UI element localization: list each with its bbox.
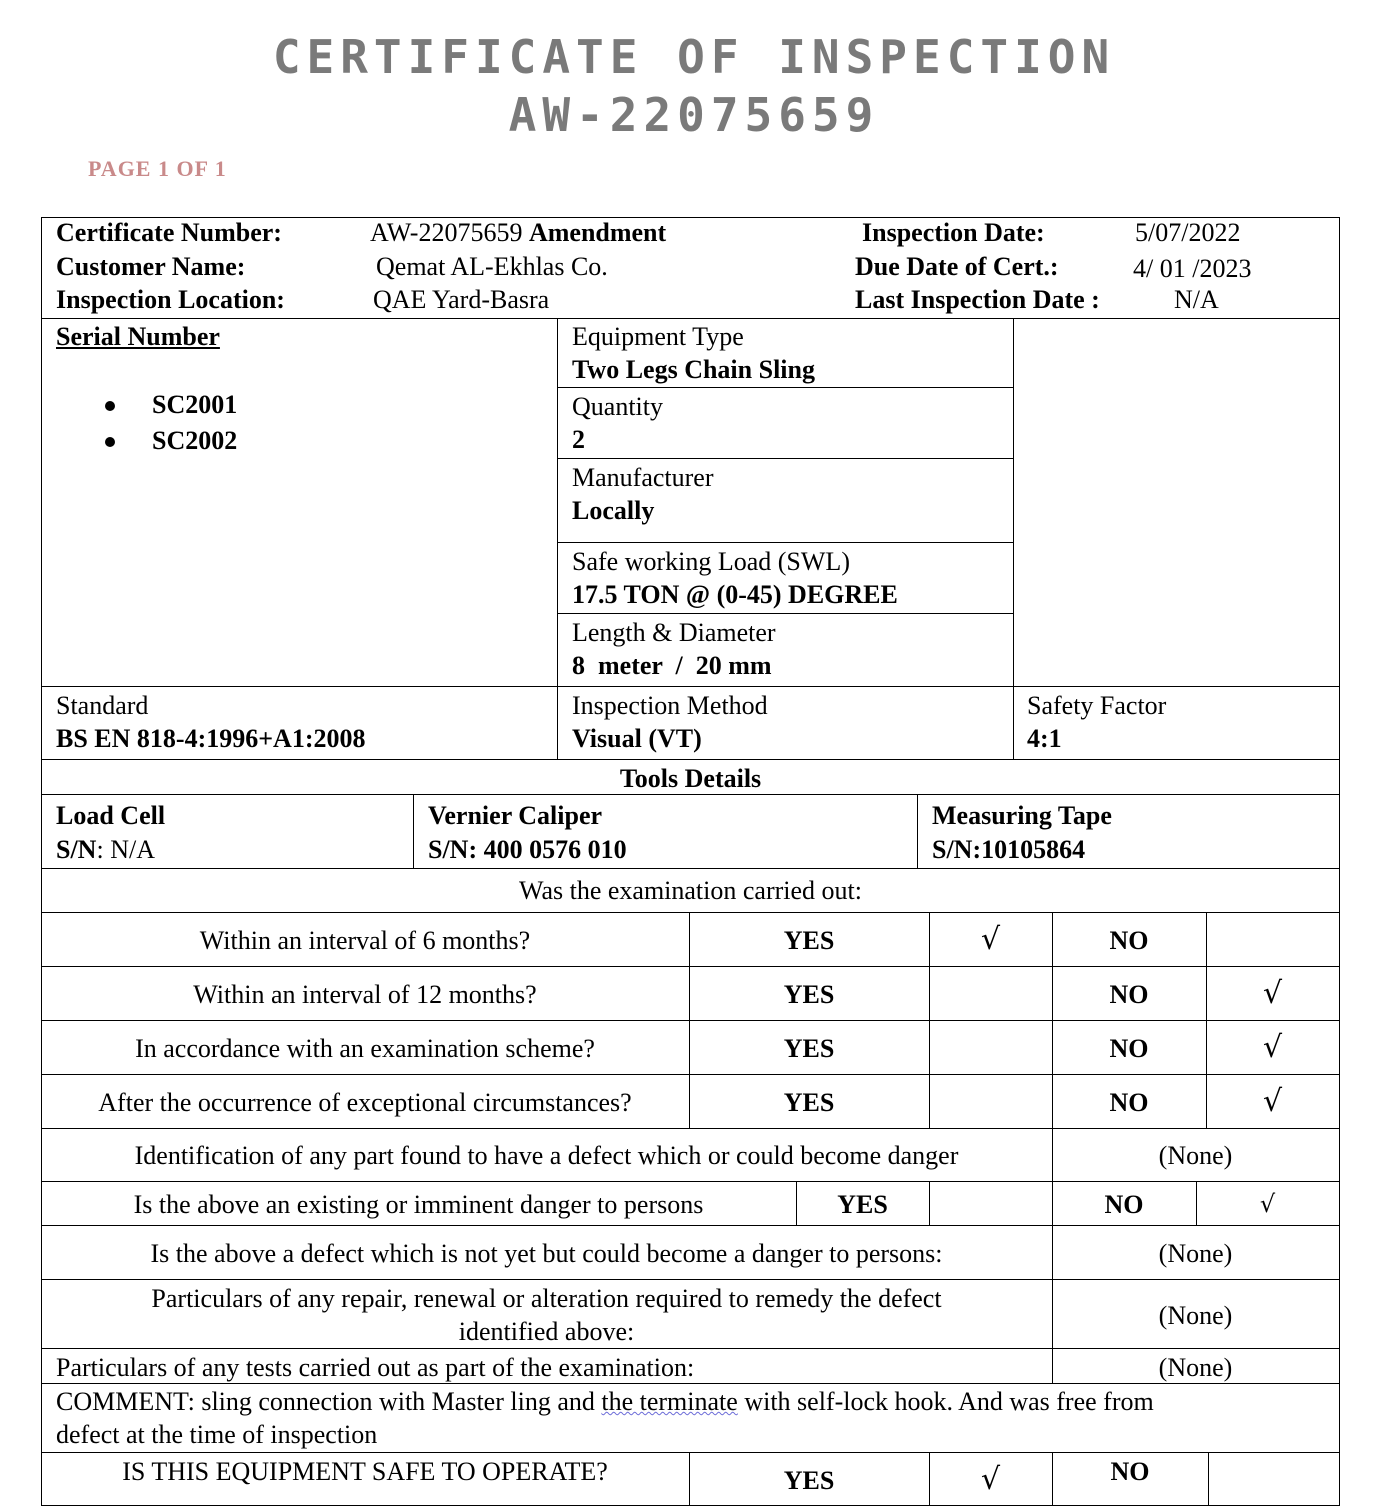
inspection-date-value: 5/07/2022 bbox=[1135, 218, 1241, 247]
caliper-sn: S/N: 400 0576 010 bbox=[428, 835, 627, 864]
standard-label: Standard bbox=[56, 691, 149, 720]
danger-question: Is the above an existing or imminent danger to persons bbox=[133, 1190, 704, 1219]
manufacturer-value: Locally bbox=[572, 496, 655, 525]
check-icon: √ bbox=[1262, 976, 1283, 1011]
safety-factor-label: Safety Factor bbox=[1027, 691, 1167, 720]
tape-label: Measuring Tape bbox=[932, 801, 1112, 830]
no-label: NO bbox=[1110, 1457, 1150, 1486]
load-cell-sn-value: : N/A bbox=[96, 835, 155, 864]
tests-answer: (None) bbox=[1158, 1353, 1233, 1382]
future-danger-answer: (None) bbox=[1158, 1239, 1233, 1268]
check-icon: √ bbox=[1259, 1190, 1276, 1218]
customer-value: Qemat AL-Ekhlas Co. bbox=[376, 252, 608, 281]
cert-number-text: AW-22075659 bbox=[370, 218, 523, 247]
serial-number-heading: Serial Number bbox=[56, 322, 220, 351]
examination-heading: Was the examination carried out: bbox=[518, 876, 862, 905]
question-12-months: Within an interval of 12 months? bbox=[193, 980, 537, 1009]
serial-item: SC2001 bbox=[152, 390, 238, 419]
future-danger-question: Is the above a defect which is not yet but could become a danger to persons: bbox=[150, 1239, 943, 1268]
method-value: Visual (VT) bbox=[572, 724, 702, 753]
cert-number-value bbox=[370, 218, 666, 248]
last-inspection-label: Last Inspection Date : bbox=[855, 285, 1100, 314]
tests-question: Particulars of any tests carried out as part of the examination: bbox=[56, 1353, 695, 1382]
customer-label: Customer Name: bbox=[56, 252, 246, 281]
no-label: NO bbox=[1109, 1088, 1149, 1117]
quantity-value: 2 bbox=[572, 425, 585, 454]
check-icon: √ bbox=[1262, 1084, 1283, 1119]
cert-number-label: Certificate Number: bbox=[56, 218, 282, 247]
safety-factor-value: 4:1 bbox=[1027, 724, 1062, 753]
comment-text-b: with self-lock hook. And was free from bbox=[737, 1387, 1154, 1416]
certificate-number-title: AW-22075659 bbox=[508, 88, 880, 142]
page-number: PAGE 1 OF 1 bbox=[88, 156, 227, 181]
safe-to-operate-question: IS THIS EQUIPMENT SAFE TO OPERATE? bbox=[122, 1457, 608, 1486]
no-label: NO bbox=[1109, 1034, 1149, 1063]
load-cell-label: Load Cell bbox=[56, 801, 166, 830]
no-label: NO bbox=[1109, 980, 1149, 1009]
repair-question-line1: Particulars of any repair, renewal or alteration required to remedy the defect bbox=[151, 1284, 942, 1313]
load-cell-sn bbox=[56, 835, 155, 865]
serial-item: SC2002 bbox=[152, 426, 238, 455]
repair-answer: (None) bbox=[1158, 1301, 1233, 1330]
manufacturer-label: Manufacturer bbox=[572, 463, 714, 492]
comment-line1 bbox=[56, 1387, 1154, 1417]
question-6-months: Within an interval of 6 months? bbox=[199, 926, 531, 955]
due-date-value: 4/ 01 /2023 bbox=[1133, 254, 1252, 283]
certificate-title: CERTIFICATE OF INSPECTION bbox=[272, 30, 1116, 84]
amendment-label: Amendment bbox=[528, 218, 667, 247]
swl-label: Safe working Load (SWL) bbox=[572, 547, 850, 576]
due-date-label: Due Date of Cert.: bbox=[855, 252, 1059, 281]
bullet-icon bbox=[105, 401, 115, 411]
no-label: NO bbox=[1109, 926, 1149, 955]
length-label: Length & Diameter bbox=[572, 618, 776, 647]
check-icon: √ bbox=[980, 922, 1001, 957]
swl-value: 17.5 TON @ (0-45) DEGREE bbox=[572, 580, 898, 609]
caliper-label: Vernier Caliper bbox=[428, 801, 603, 830]
comment-text-a: COMMENT: sling connection with Master ling and bbox=[56, 1387, 602, 1416]
check-icon: √ bbox=[1262, 1030, 1283, 1065]
standard-value: BS EN 818-4:1996+A1:2008 bbox=[56, 724, 366, 753]
yes-label: YES bbox=[837, 1190, 888, 1219]
location-value: QAE Yard-Basra bbox=[373, 285, 550, 314]
question-exceptional-circumstances: After the occurrence of exceptional circumstances? bbox=[98, 1088, 632, 1117]
tools-heading: Tools Details bbox=[619, 764, 762, 793]
bullet-icon bbox=[105, 437, 115, 447]
comment-text-wavy: the terminate bbox=[601, 1387, 738, 1416]
defect-question: Identification of any part found to have a defect which or could become danger bbox=[134, 1141, 959, 1170]
repair-question-line2: identified above: bbox=[458, 1317, 635, 1346]
quantity-label: Quantity bbox=[572, 392, 663, 421]
tape-sn: S/N:10105864 bbox=[932, 835, 1086, 864]
equipment-type-label: Equipment Type bbox=[572, 322, 744, 351]
last-inspection-value: N/A bbox=[1174, 285, 1219, 314]
no-label: NO bbox=[1104, 1190, 1144, 1219]
yes-label: YES bbox=[783, 1034, 835, 1063]
yes-label: YES bbox=[783, 980, 835, 1009]
equipment-type-value: Two Legs Chain Sling bbox=[572, 355, 815, 384]
yes-label: YES bbox=[783, 1466, 835, 1495]
length-value: 8 meter / 20 mm bbox=[572, 651, 772, 680]
yes-label: YES bbox=[783, 926, 835, 955]
location-label: Inspection Location: bbox=[56, 285, 285, 314]
check-icon: √ bbox=[980, 1462, 1001, 1497]
inspection-date-label: Inspection Date: bbox=[862, 218, 1045, 247]
method-label: Inspection Method bbox=[572, 691, 768, 720]
question-examination-scheme: In accordance with an examination scheme? bbox=[135, 1034, 595, 1063]
comment-line2: defect at the time of inspection bbox=[56, 1420, 378, 1449]
load-cell-sn-prefix: S/N bbox=[56, 835, 97, 864]
defect-answer: (None) bbox=[1158, 1141, 1233, 1170]
yes-label: YES bbox=[783, 1088, 835, 1117]
